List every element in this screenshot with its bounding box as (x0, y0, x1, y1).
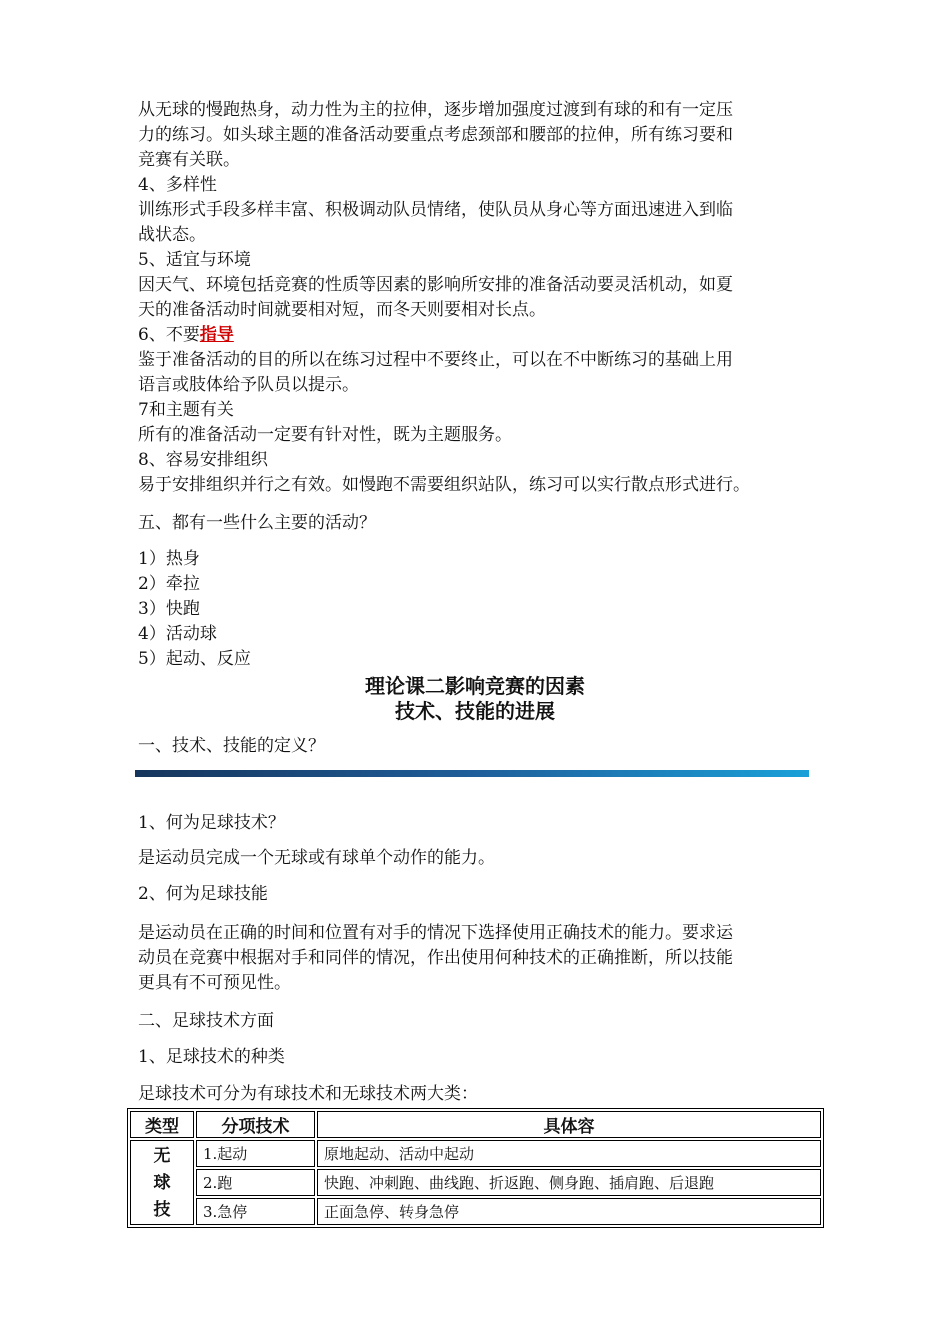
section-heading: 8、容易安排组织 (138, 450, 268, 470)
section-heading: 4、多样性 (138, 175, 217, 195)
header-type: 类型 (130, 1111, 194, 1138)
lesson-title: 理论课二影响竞赛的因素 (365, 674, 585, 698)
table-row (130, 1140, 821, 1167)
paragraph-line: 动员在竞赛中根据对手和同伴的情况，作出使用何种技术的正确推断，所以技能 (138, 948, 733, 968)
blue-divider (135, 770, 809, 777)
header-item: 分项技术 (196, 1111, 315, 1138)
header-detail: 具体容 (317, 1111, 821, 1138)
section-heading: 1、足球技术的种类 (138, 1047, 285, 1067)
table-header-row (130, 1111, 821, 1138)
paragraph-line: 力的练习。如头球主题的准备活动要重点考虑颈部和腰部的拉伸，所有练习要和 (138, 125, 733, 145)
list-item: 3）快跑 (138, 599, 200, 619)
category-cell (130, 1140, 194, 1225)
section-heading: 7和主题有关 (138, 400, 234, 420)
section-heading: 一、技术、技能的定义？ (138, 736, 325, 756)
table-row (130, 1169, 821, 1196)
section-heading: 二、足球技术方面 (138, 1011, 274, 1031)
item-cell: 2.跑 (196, 1169, 315, 1196)
section-heading: 5、适宜与环境 (138, 250, 251, 270)
question-heading: 1、何为足球技术？ (138, 813, 285, 833)
paragraph-line: 从无球的慢跑热身，动力性为主的拉伸，逐步增加强度过渡到有球的和有一定压 (138, 100, 733, 120)
paragraph-line: 训练形式手段多样丰富、积极调动队员情绪，使队员从身心等方面迅速进入到临 (138, 200, 733, 220)
paragraph-line: 更具有不可预见性。 (138, 973, 291, 993)
paragraph-line: 是运动员在正确的时间和位置有对手的情况下选择使用正确技术的能力。要求运 (138, 923, 733, 943)
paragraph-line: 语言或肢体给予队员以提示。 (138, 375, 359, 395)
heading-prefix: 6、不要 (138, 325, 200, 345)
paragraph-line: 是运动员完成一个无球或有球单个动作的能力。 (138, 848, 495, 868)
item-cell: 1.起动 (196, 1140, 315, 1167)
paragraph-line: 战状态。 (138, 225, 206, 245)
lesson-subtitle: 技术、技能的进展 (395, 699, 555, 723)
paragraph-line: 天的准备活动时间就要相对短，而冬天则要相对长点。 (138, 300, 546, 320)
list-item: 5）起动、反应 (138, 649, 251, 669)
paragraph-line: 因天气、环境包括竞赛的性质等因素的影响所安排的准备活动要灵活机动，如夏 (138, 275, 733, 295)
paragraph-line: 足球技术可分为有球技术和无球技术两大类： (138, 1084, 478, 1104)
technique-table (127, 1108, 824, 1228)
list-item: 1）热身 (138, 549, 200, 569)
paragraph-line: 易于安排组织并行之有效。如慢跑不需要组织站队，练习可以实行散点形式进行。 (138, 475, 750, 495)
category-char: 技 (153, 1200, 171, 1220)
question-heading: 五、都有一些什么主要的活动？ (138, 513, 376, 533)
question-heading: 2、何为足球技能 (138, 884, 268, 904)
detail-cell: 原地起动、活动中起动 (317, 1140, 821, 1167)
category-char: 球 (153, 1173, 171, 1193)
paragraph-line: 鉴于准备活动的目的所以在练习过程中不要终止，可以在不中断练习的基础上用 (138, 350, 733, 370)
table-row (130, 1198, 821, 1225)
paragraph-line: 竞赛有关联。 (138, 150, 240, 170)
category-char: 无 (153, 1146, 171, 1166)
list-item: 2）牵拉 (138, 574, 200, 594)
detail-cell: 快跑、冲刺跑、曲线跑、折返跑、侧身跑、插肩跑、后退跑 (317, 1169, 821, 1196)
paragraph-line: 所有的准备活动一定要有针对性，既为主题服务。 (138, 425, 512, 445)
section-heading (138, 323, 818, 348)
guide-link[interactable]: 指导 (199, 325, 234, 345)
item-cell: 3.急停 (196, 1198, 315, 1225)
detail-cell: 正面急停、转身急停 (317, 1198, 821, 1225)
list-item: 4）活动球 (138, 624, 217, 644)
